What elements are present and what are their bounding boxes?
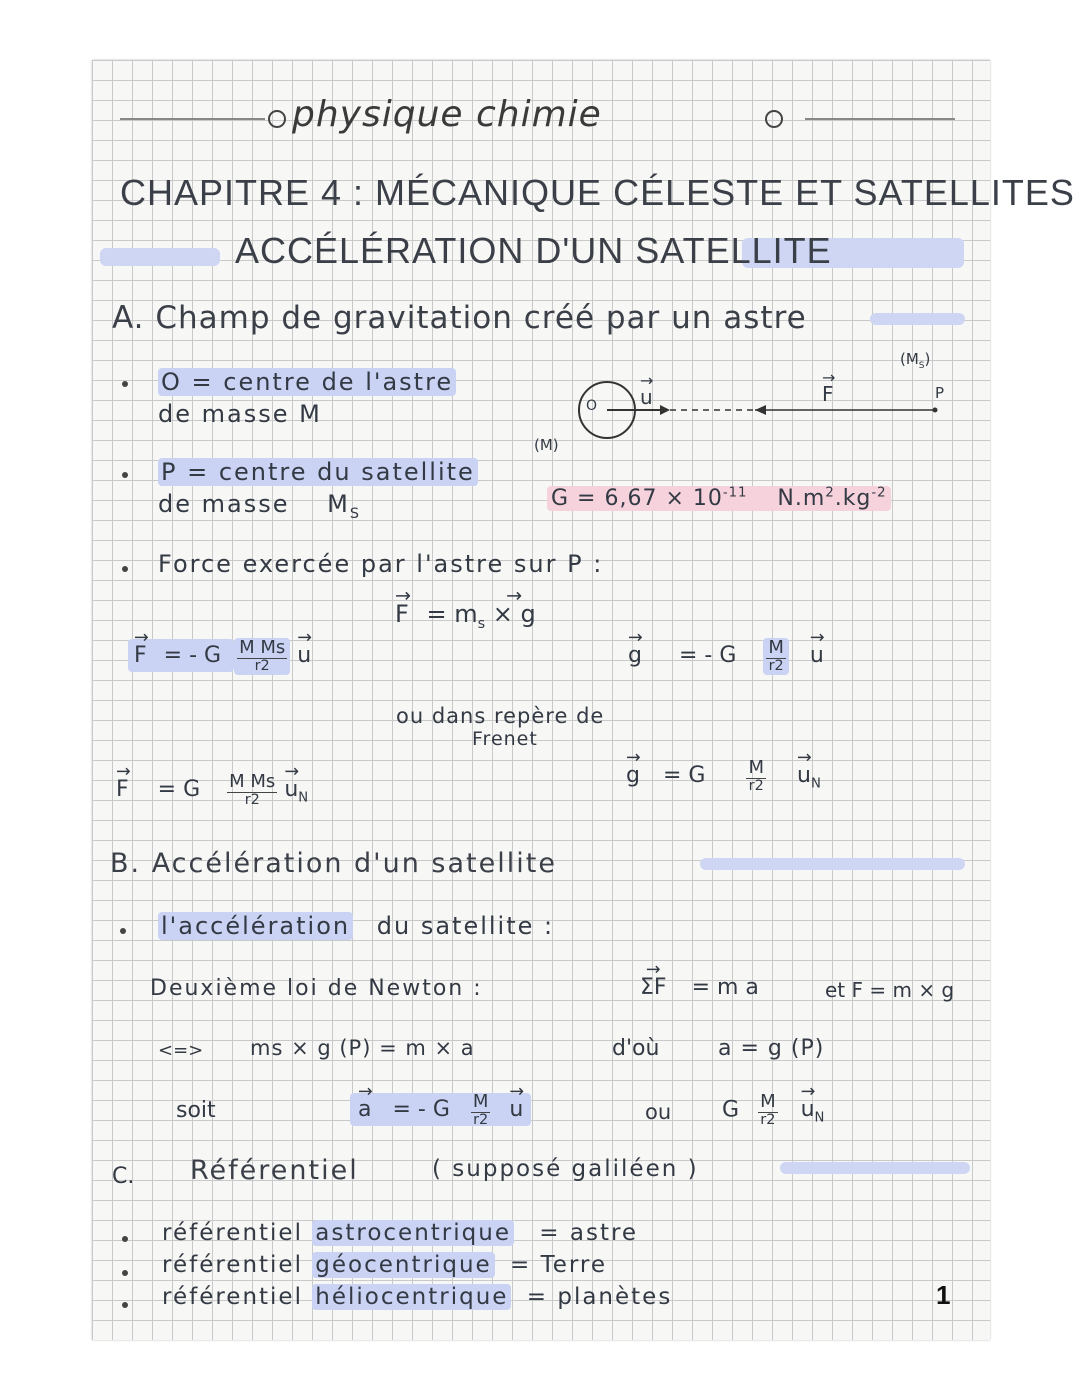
p-definition-text: P = centre du satellite: [158, 458, 478, 486]
ou-g: G: [722, 1097, 740, 1123]
eq1-g-num: M: [768, 637, 784, 658]
eq2-u: → u: [284, 777, 298, 802]
eq2-eq: = G: [157, 777, 201, 803]
o-definition-line1: [158, 368, 456, 396]
eq2-den: r2: [244, 791, 260, 808]
eq1-num: M Ms: [239, 637, 286, 658]
ou-expr: [722, 1092, 824, 1129]
ou-u-sub: N: [814, 1110, 825, 1126]
ou-den: r2: [760, 1111, 776, 1128]
section-a-title: A. Champ de gravitation créé par un astre: [112, 300, 807, 336]
eq1-u: → u: [297, 643, 311, 668]
header-rule-right: [805, 118, 955, 120]
diagram-f-vector: → F: [822, 382, 834, 406]
equation-g-field: [628, 638, 824, 675]
p-mass-label: de masse: [158, 490, 290, 518]
eq2-g-den: r2: [748, 777, 764, 794]
bullet: [122, 1270, 128, 1276]
referentiel-item: [162, 1218, 638, 1248]
eq1-eq: = - G: [163, 643, 222, 669]
referentiel-kind: astrocentrique: [312, 1220, 514, 1246]
force-def-g: → × g: [493, 600, 536, 628]
g-constant-box: [547, 486, 891, 511]
force-line: Force exercée par l'astre sur P :: [158, 550, 604, 578]
g-constant: [547, 486, 891, 511]
newton-sum: [640, 975, 759, 1000]
bullet: [122, 1302, 128, 1308]
bullet: [120, 928, 126, 934]
eq2-u-sub: N: [298, 790, 309, 806]
diagram-u-label: [640, 385, 653, 409]
g-units-exp: 2: [825, 486, 835, 501]
section-b-highlight: [700, 858, 965, 870]
bullet: [122, 381, 128, 387]
equivalence-arrow: <=>: [158, 1040, 204, 1061]
g-constant-exp: -11: [722, 486, 748, 501]
soit-eq: = - G: [392, 1097, 450, 1123]
equation-force-frenet: [116, 772, 308, 809]
referentiel-label: référentiel: [162, 1220, 303, 1246]
diagram-m-label: (M): [534, 436, 559, 454]
o-definition-text: O = centre de l'astre: [158, 368, 456, 396]
ou-fraction: [758, 1092, 778, 1129]
eq1-g-den: r2: [768, 657, 784, 674]
g-units-kg: .kg: [834, 486, 872, 512]
eq2-fraction: [227, 772, 277, 809]
header-bullet-left: [268, 110, 286, 128]
acceleration-rest: du satellite :: [376, 912, 555, 940]
eq1-g-u: → u: [810, 643, 824, 668]
p-mass-symbol: M: [327, 490, 350, 518]
o-definition-line2: de masse M: [158, 400, 322, 428]
acceleration-highlight: l'accélération: [158, 912, 353, 940]
diagram-ms-close: ): [924, 350, 931, 368]
section-a-highlight: [870, 313, 965, 325]
section-c-title: Référentiel: [190, 1155, 359, 1186]
section-c-letter: C.: [112, 1164, 135, 1189]
soit-a: → a: [358, 1097, 371, 1122]
bullet: [122, 1236, 128, 1242]
newton-and: et F = m × g: [825, 978, 955, 1002]
newton-law: Deuxième loi de Newton :: [150, 976, 483, 1001]
g-units-kg-exp: -2: [871, 486, 887, 501]
p-definition-line2: [158, 490, 361, 522]
header-bullet-right: [765, 110, 783, 128]
eq1-fraction: [234, 638, 290, 675]
soit-highlight: [350, 1093, 531, 1126]
section-c-highlight: [780, 1162, 970, 1174]
dou-expr: a = g (P): [718, 1036, 825, 1061]
newton-sum-f: → ΣF: [640, 975, 667, 1000]
diagram-ms-sub: S: [918, 361, 925, 371]
satellite-point: [933, 408, 938, 413]
soit-label: soit: [176, 1098, 216, 1123]
referentiel-item: [162, 1282, 672, 1312]
dou-label: d'où: [612, 1036, 660, 1061]
eq1-g: → g: [628, 643, 642, 668]
section-b-title: B. Accélération d'un satellite: [110, 848, 557, 879]
acceleration-line: [158, 912, 554, 940]
force-arrowhead: [755, 405, 766, 415]
equivalence-expr: ms × g (P) = m × a: [250, 1036, 475, 1060]
soit-fraction: [471, 1092, 491, 1129]
bullet: [122, 472, 128, 478]
equation-force-newton: [128, 638, 311, 675]
frenet-line1: ou dans repère de: [396, 704, 605, 728]
chapter-title: CHAPITRE 4 : MÉCANIQUE CÉLESTE ET SATELLITES: [120, 172, 1075, 213]
eq2-g: → g: [626, 763, 640, 788]
eq2-g-eq: = G: [662, 763, 706, 789]
subtitle-highlight-left: [100, 248, 220, 266]
equation-g-frenet: [626, 758, 821, 795]
soit-expr: [350, 1092, 531, 1129]
gravity-diagram: [530, 365, 950, 465]
referentiel-kind: héliocentrique: [312, 1284, 511, 1310]
diagram-ms-open: (M: [900, 350, 919, 368]
frenet-line2: Frenet: [472, 728, 538, 750]
ou-num: M: [760, 1091, 776, 1112]
eq1-f: → F: [134, 643, 147, 668]
referentiel-eq: = planètes: [526, 1284, 673, 1310]
force-def-sub: s: [477, 615, 486, 632]
chapter-subtitle: ACCÉLÉRATION D'UN SATELLITE: [235, 230, 832, 271]
eq1-g-eq: = - G: [678, 643, 737, 669]
header-rule-left: [120, 118, 265, 120]
bullet: [122, 566, 128, 572]
force-def-f: → F: [395, 600, 409, 628]
diagram-f-label: [822, 382, 834, 406]
eq2-g-num: M: [748, 757, 764, 778]
section-c-paren: ( supposé galiléen ): [432, 1156, 699, 1182]
referentiel-eq: = Terre: [510, 1252, 608, 1278]
eq1-den: r2: [254, 657, 270, 674]
eq2-g-fraction: [746, 758, 766, 795]
soit-num: M: [472, 1091, 489, 1112]
p-definition-line1: [158, 458, 478, 486]
ou-u: → u: [801, 1097, 815, 1122]
newton-eq: = m a: [691, 975, 759, 1000]
g-constant-value: G = 6,67 × 10: [551, 486, 723, 512]
eq2-num: M Ms: [229, 771, 276, 792]
g-constant-units: N.m: [777, 486, 826, 512]
force-definition: [395, 600, 536, 632]
referentiel-eq: = astre: [539, 1220, 639, 1246]
diagram-o-label: O: [586, 398, 598, 414]
subject-title: physique chimie: [292, 94, 602, 135]
eq1-g-fraction: [763, 638, 789, 675]
diagram-ms-label: [900, 350, 930, 371]
referentiel-kind: géocentrique: [312, 1252, 494, 1278]
ou-label: ou: [645, 1100, 672, 1124]
referentiel-label: référentiel: [162, 1252, 303, 1278]
unit-vector-arrowhead: [660, 405, 670, 415]
eq2-g-u-sub: N: [810, 776, 821, 792]
diagram-p-label: P: [935, 384, 945, 402]
page-number: 1: [936, 1280, 951, 1310]
referentiel-item: [162, 1250, 607, 1280]
referentiel-label: référentiel: [162, 1284, 303, 1310]
diagram-u-vector: → u: [640, 385, 653, 409]
soit-u: → u: [509, 1097, 523, 1122]
force-def-rest: = m: [426, 600, 478, 628]
eq2-f: → F: [116, 777, 129, 802]
soit-den: r2: [473, 1111, 489, 1128]
eq1-highlight: [128, 639, 234, 672]
eq2-g-u: → u: [797, 763, 811, 788]
p-mass-sub: S: [349, 505, 361, 522]
